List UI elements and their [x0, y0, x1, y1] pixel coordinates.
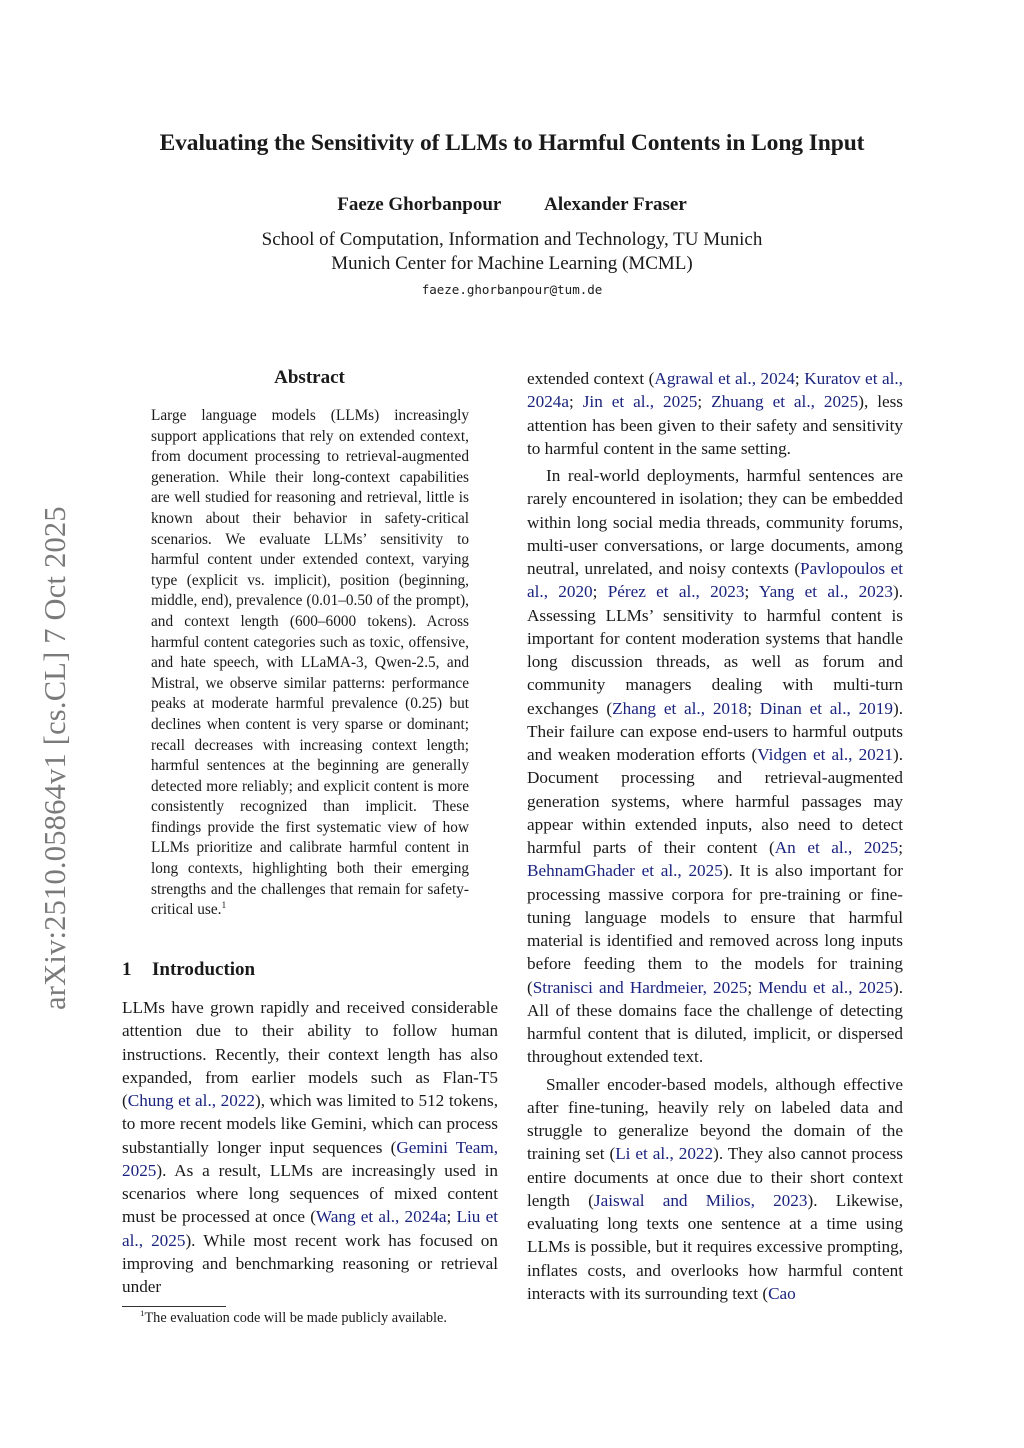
affiliation: School of Computation, Information and Technology, TU Munich [261, 229, 763, 250]
citation-link[interactable]: Agrawal et al., 2024 [654, 369, 795, 388]
paragraph-text: ; [794, 369, 805, 388]
paragraph-text: ). Document processing and retrieval-augmented generation systems, where harmful passages may appear within extended inputs, also need to detect harmful parts of their content ( [527, 745, 903, 857]
paragraph-text: ; [697, 392, 712, 412]
citation-link[interactable]: Jaiswal and Milios, 2023 [593, 1190, 808, 1210]
arxiv-identifier: arXiv:2510.05864v1 [cs.CL] 7 Oct 2025 [38, 506, 72, 1010]
paragraph-text: ). Their failure can expose end-users to harmful outputs and weaken moderation efforts ( [527, 698, 903, 764]
abstract-body [151, 406, 469, 921]
citation-link[interactable]: Kuratov et al., 2024a [527, 369, 903, 412]
citation-link[interactable]: Zhang et al., 2018 [612, 698, 748, 718]
citation-link[interactable]: Yang et al., 2023 [758, 582, 893, 602]
paragraph-text: ; [592, 582, 608, 602]
citation-link[interactable]: Pérez et al., 2023 [607, 582, 745, 602]
body-paragraph [527, 1073, 903, 1306]
abstract-text: Large language models (LLMs) increasingly support applications that rely on extended context, from document processing to retrieval-augmented generation. While their long-context capabilities are well studied for reasoning and retrieval, little is known about their behavior in safety-critical scenarios. We evaluate LLMs’ sensitivity to harmful content under extended context, varying type (explicit vs. implicit), position (beginning, middle, end), prevalence (0.01–0.50 of the prompt), and context length (600–6000 tokens). Across harmful content categories such as toxic, offensive, and hate speech, with LLaMA-3, Qwen-2.5, and Mistral, we observe similar patterns: performance peaks at moderate harmful prevalence (0.25) but declines when content is very sparse or dominant; recall decreases with increasing context length; harmful sentences at the beginning are generally detected more reliably; and explicit content is more consistently recognized than implicit. These findings provide the first systematic view of how LLMs prioritize and calibrate harmful content in long contexts, highlighting both their emerging strengths and the challenges that remain for safety-critical use. [151, 407, 469, 919]
body-paragraph [527, 464, 903, 1069]
citation-link[interactable]: Vidgen et al., 2021 [757, 745, 893, 764]
author-name: Alexander Fraser [544, 194, 687, 215]
paper-title: Evaluating the Sensitivity of LLMs to Harmful Contents in Long Input [159, 130, 865, 156]
paragraph-text: extended context ( [527, 369, 655, 388]
section-number: 1 [122, 959, 132, 980]
citation-link[interactable]: Chung et al., 2022 [127, 1091, 255, 1110]
footnote-rule [122, 1306, 226, 1307]
affiliation: Munich Center for Machine Learning (MCML) [331, 253, 693, 274]
citation-link[interactable]: Jin et al., 2025 [582, 392, 698, 412]
citation-link[interactable]: Zhuang et al., 2025 [711, 392, 859, 412]
paragraph-text: ). Assessing LLMs’ sensitivity to harmful content is important for content moderation systems that handle long discussion threads, as well as forum and community managers dealing with multi-turn exchanges ( [527, 582, 903, 718]
section-heading [122, 959, 255, 981]
paragraph-text: ), which was limited to 512 tokens, to more recent models like Gemini, which can process substantially longer input sequences ( [122, 1091, 498, 1157]
intro-paragraph [122, 996, 498, 1298]
abstract-heading: Abstract [274, 367, 345, 388]
citation-link[interactable]: Li et al., 2022 [615, 1144, 714, 1164]
paragraph-text: ), less attention has been given to their safety and sensitivity to harmful content in the same setting. [527, 392, 903, 458]
author-email[interactable]: faeze.ghorbanpour@tum.de [421, 282, 603, 297]
citation-link[interactable]: Wang et al., 2024a [315, 1207, 447, 1227]
citation-link[interactable]: Dinan et al., 2019 [759, 698, 893, 718]
paragraph-text: ; [898, 838, 903, 857]
footnote-text: The evaluation code will be made publicly available. [144, 1310, 447, 1326]
paragraph-text: ). As a result, LLMs are increasingly used in scenarios where long sequences of mixed content must be processed at once ( [122, 1160, 498, 1227]
citation-link[interactable]: Pavlopoulos et al., 2020 [527, 559, 903, 602]
footnote-marker[interactable]: 1 [221, 901, 227, 912]
citation-link[interactable]: Cao [768, 1283, 796, 1303]
citation-link[interactable]: Mendu et al., 2025 [758, 977, 893, 997]
paragraph-text: ). All of these domains face the challenge of detecting harmful content that is diluted, implicit, or dispersed throughout extended text. [527, 977, 903, 1067]
citation-link[interactable]: Stranisci and Hardmeier, 2025 [532, 977, 748, 997]
author-name: Faeze Ghorbanpour [337, 194, 502, 215]
footnote-number: 1 [140, 1308, 145, 1319]
footnote [140, 1310, 447, 1327]
citation-link[interactable]: An et al., 2025 [774, 838, 899, 857]
paragraph-text: LLMs have grown rapidly and received considerable attention due to their ability to follow human instructions. Recently, their context length has also expanded, from earlier models such as Flan-T5 ( [122, 998, 498, 1110]
paragraph-text: ; [446, 1207, 457, 1227]
paragraph-text: ). While most recent work has focused on improving and benchmarking reasoning or retrieval under [122, 1230, 498, 1296]
author-list [0, 194, 1024, 216]
citation-link[interactable]: BehnamGhader et al., 2025 [527, 861, 723, 881]
paragraph-text: ; [747, 977, 759, 997]
paragraph-text: ). Likewise, evaluating long texts one sentence at a time using LLMs is possible, but it requires excessive prompting, inflates costs, and overlooks how harmful content interacts with its surrounding text ( [527, 1190, 903, 1303]
citation-link[interactable]: Gemini Team, 2025 [122, 1137, 498, 1180]
citation-link[interactable]: Liu et al., 2025 [122, 1207, 498, 1250]
right-column [527, 367, 903, 1305]
section-title: Introduction [152, 959, 256, 980]
paragraph-text: ). It is also important for processing massive corpora for pre-training or fine-tuning language models to ensure that harmful material is identified and removed across long inputs before feeding them to the models for training ( [527, 861, 903, 997]
paragraph-text: ). They also cannot process entire documents at once due to their short context length ( [527, 1144, 903, 1210]
paragraph-text: ; [747, 698, 760, 718]
paragraph-text: Smaller encoder-based models, although effective after fine-tuning, heavily rely on labeled data and struggle to generalize beyond the domain of the training set ( [527, 1074, 903, 1164]
paragraph-text: ; [569, 392, 583, 412]
body-paragraph [527, 367, 903, 460]
paragraph-text: ; [744, 582, 759, 602]
left-column [122, 996, 498, 1298]
paragraph-text: In real-world deployments, harmful sentences are rarely encountered in isolation; they can be embedded within long social media threads, community forums, multi-user conversations, or large documents, among neutral, unrelated, and noisy contexts ( [527, 466, 903, 578]
